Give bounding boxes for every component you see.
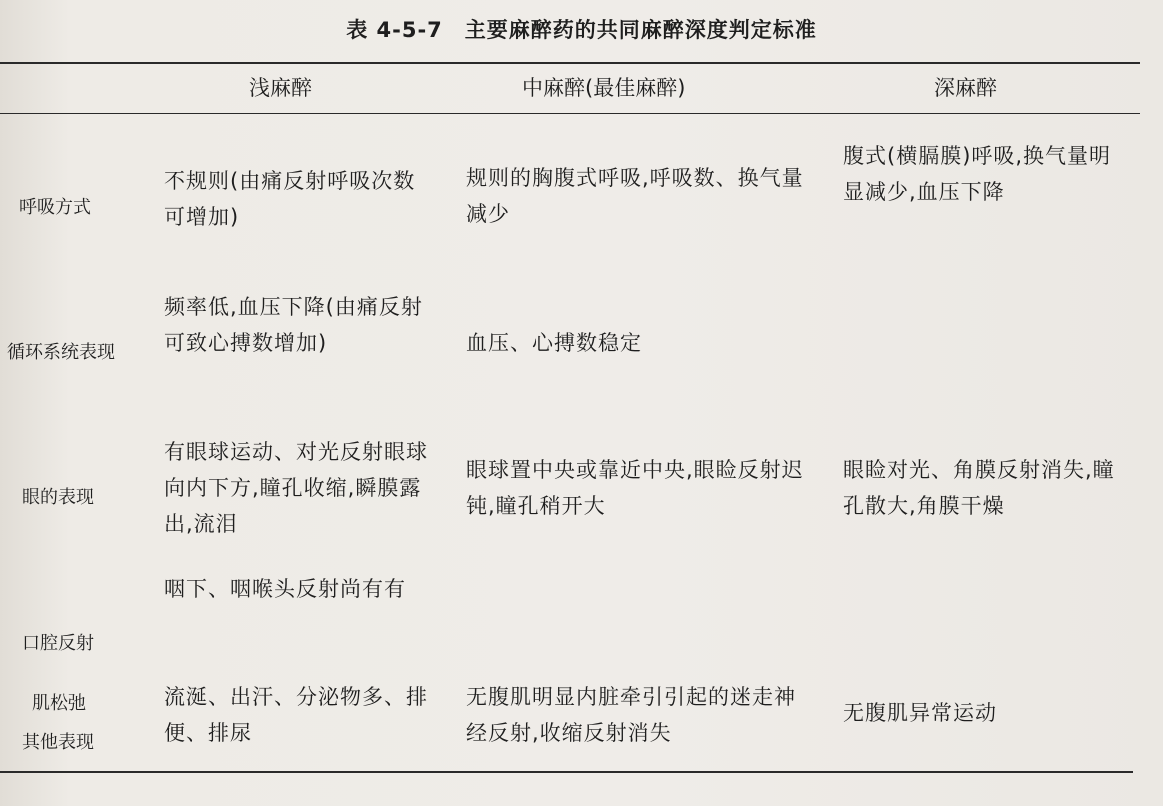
- cell-eye-medium: 眼球置中央或靠近中央,眼睑反射迟钝,瞳孔稍开大: [466, 458, 804, 518]
- header-medium: 中麻醉(最佳麻醉): [522, 76, 686, 100]
- row-label-breathing: 呼吸方式: [19, 197, 91, 218]
- header-deep: 深麻醉: [934, 76, 997, 100]
- row-label-eye: 眼的表现: [22, 487, 94, 508]
- cell-other-deep: 无腹肌异常运动: [843, 701, 997, 725]
- cell-circulation-shallow: 频率低,血压下降(由痛反射可致心搏数增加): [164, 295, 423, 355]
- row-label-circulation: 循环系统表现: [7, 342, 115, 363]
- table-caption: 表 4-5-7 主要麻醉药的共同麻醉深度判定标准: [346, 18, 817, 42]
- cell-eye-shallow: 有眼球运动、对光反射眼球向内下方,瞳孔收缩,瞬膜露出,流泪: [164, 440, 428, 536]
- header-shallow: 浅麻醉: [249, 76, 312, 100]
- cell-circulation-medium: 血压、心搏数稳定: [466, 331, 642, 355]
- row-label-oral: 口腔反射: [22, 633, 94, 654]
- bottom-rule: [0, 771, 1133, 773]
- cell-breathing-medium: 规则的胸腹式呼吸,呼吸数、换气量减少: [466, 166, 804, 226]
- cell-other-medium: 无腹肌明显内脏牵引引起的迷走神经反射,收缩反射消失: [466, 685, 796, 745]
- row-label-muscle: 肌松弛: [32, 693, 86, 714]
- cell-breathing-deep: 腹式(横膈膜)呼吸,换气量明显减少,血压下降: [843, 144, 1112, 204]
- top-rule: [0, 62, 1140, 64]
- cell-oral-shallow: 咽下、咽喉头反射尚有有: [164, 577, 406, 601]
- cell-breathing-shallow: 不规则(由痛反射呼吸次数可增加): [164, 169, 416, 229]
- header-rule: [0, 113, 1140, 114]
- cell-other-shallow: 流涎、出汗、分泌物多、排便、排尿: [164, 685, 428, 745]
- row-label-other: 其他表现: [22, 732, 94, 753]
- cell-eye-deep: 眼睑对光、角膜反射消失,瞳孔散大,角膜干燥: [843, 458, 1115, 518]
